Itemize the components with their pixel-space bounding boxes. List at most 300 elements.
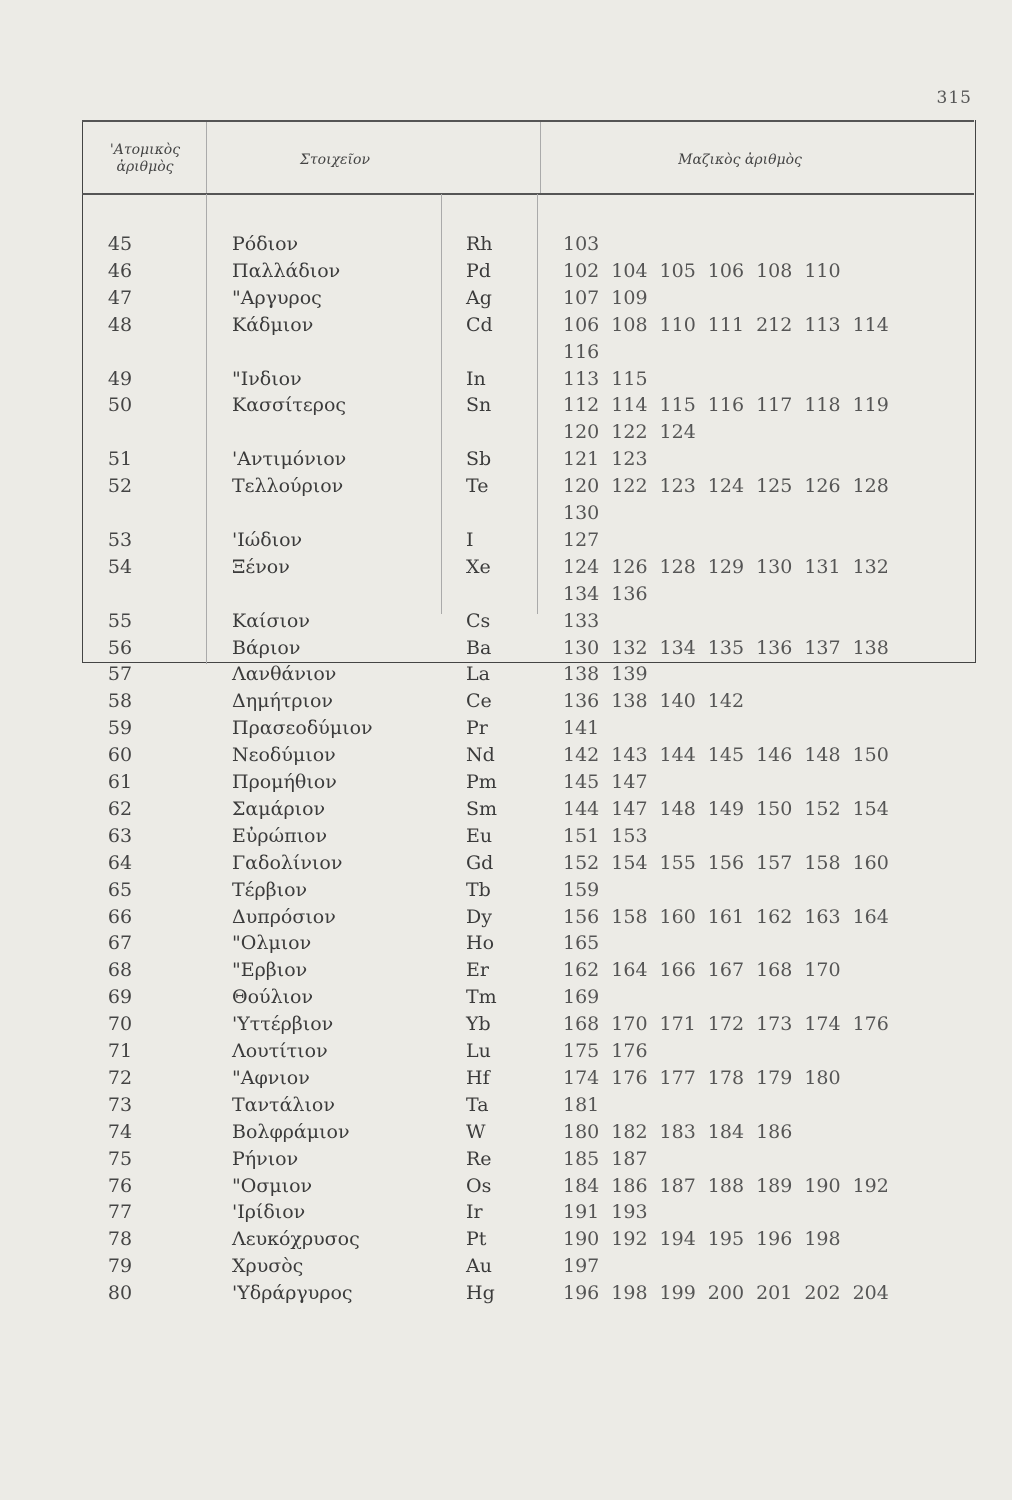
mass-number: 102: [563, 259, 600, 282]
mass-number: 106: [707, 259, 745, 282]
element-symbol: Er: [466, 959, 489, 982]
page-number: 315: [936, 88, 972, 108]
element-name: Ρήνιον: [232, 1147, 299, 1170]
mass-number: 115: [659, 394, 696, 417]
mass-number: 167: [707, 959, 745, 982]
atomic-number: 70: [107, 1013, 133, 1036]
mass-number: 103: [563, 233, 600, 255]
element-name: 'Ιώδιον: [232, 528, 303, 551]
element-name: Βολφράμιον: [232, 1120, 350, 1143]
atomic-number: 72: [107, 1066, 133, 1089]
mass-numbers: [563, 1011, 901, 1037]
mass-number: 166: [659, 959, 696, 982]
element-name: "Αργυρος: [232, 286, 322, 309]
element-name: Ξένον: [232, 555, 290, 578]
mass-number: 130: [563, 636, 600, 659]
atomic-number: 67: [107, 932, 133, 955]
mass-number: 152: [804, 797, 841, 820]
element-name: Νεοδύμιον: [232, 744, 336, 767]
mass-number: 110: [659, 313, 696, 336]
element-name: "Ινδιον: [232, 367, 302, 390]
mass-number: 199: [659, 1282, 696, 1305]
mass-numbers: [563, 1226, 853, 1252]
mass-number: 193: [611, 1201, 648, 1224]
mass-number: 152: [563, 851, 600, 874]
column-divider-3: [537, 194, 538, 614]
element-symbol: Nd: [466, 744, 495, 767]
mass-number: 196: [756, 1228, 793, 1251]
mass-number: 131: [804, 555, 841, 578]
mass-number: 188: [707, 1174, 745, 1197]
mass-number: 116: [563, 340, 600, 363]
header-bottom-rule: [82, 193, 974, 195]
atomic-number: 53: [107, 528, 133, 551]
mass-number: 144: [659, 744, 696, 767]
atomic-number: 50: [107, 394, 133, 417]
mass-number: 113: [563, 367, 600, 390]
element-name: Πρασεοδύμιον: [232, 717, 373, 740]
mass-numbers: [563, 339, 611, 365]
mass-numbers: [563, 1119, 804, 1145]
mass-numbers: [563, 877, 611, 903]
mass-numbers: [563, 446, 660, 472]
atomic-number: 77: [107, 1201, 133, 1224]
atomic-number: 55: [107, 609, 133, 632]
mass-numbers: [563, 1065, 853, 1091]
element-symbol: Ta: [466, 1093, 489, 1116]
header-atomic-number: 'Ατομικὸς ἀριθμὸς: [109, 142, 181, 175]
mass-numbers: [563, 1092, 611, 1118]
element-symbol: Sm: [466, 797, 498, 820]
element-symbol: I: [466, 528, 474, 551]
element-name: Δημήτριον: [232, 690, 333, 713]
atomic-number: 45: [107, 233, 133, 255]
mass-numbers: [563, 930, 611, 956]
atomic-number: 69: [107, 986, 133, 1009]
mass-number: 126: [611, 555, 648, 578]
mass-number: 170: [611, 1013, 648, 1036]
column-divider-2: [441, 194, 442, 614]
mass-number: 153: [611, 824, 648, 847]
element-name: 'Ιρίδιον: [232, 1201, 306, 1224]
mass-number: 176: [611, 1040, 648, 1062]
mass-number: 148: [659, 797, 696, 820]
mass-number: 156: [563, 905, 600, 928]
mass-number: 145: [563, 771, 600, 793]
mass-number: 187: [611, 1147, 648, 1170]
element-symbol: Te: [466, 475, 489, 498]
element-name: Λευκόχρυσος: [232, 1228, 360, 1251]
mass-number: 173: [756, 1013, 793, 1036]
mass-numbers: [563, 258, 853, 284]
mass-number: 150: [756, 797, 793, 820]
mass-number: 122: [611, 475, 648, 498]
mass-number: 189: [756, 1174, 793, 1197]
mass-number: 144: [563, 797, 600, 820]
mass-number: 137: [804, 636, 841, 659]
element-name: Καίσιον: [232, 609, 310, 632]
mass-number: 114: [852, 313, 889, 336]
mass-number: 174: [804, 1013, 841, 1036]
mass-numbers: [563, 1173, 901, 1199]
mass-number: 108: [756, 259, 793, 282]
mass-number: 136: [756, 636, 793, 659]
mass-numbers: [563, 769, 660, 795]
mass-number: 190: [563, 1228, 600, 1251]
mass-numbers: [563, 527, 611, 553]
mass-number: 136: [611, 582, 648, 605]
atomic-number: 71: [107, 1040, 133, 1062]
mass-number: 139: [611, 663, 648, 686]
atomic-number: 57: [107, 663, 133, 686]
element-symbol: Hf: [466, 1066, 490, 1089]
mass-numbers: [563, 554, 901, 580]
mass-number: 124: [563, 555, 600, 578]
mass-number: 147: [611, 771, 648, 793]
mass-number: 163: [804, 905, 841, 928]
element-symbol: Eu: [466, 824, 493, 847]
mass-number: 134: [563, 582, 600, 605]
mass-number: 128: [659, 555, 696, 578]
mass-number: 116: [707, 394, 745, 417]
mass-number: 122: [611, 421, 648, 444]
mass-number: 132: [852, 555, 889, 578]
mass-number: 130: [563, 502, 600, 524]
element-name: 'Υδράργυρος: [232, 1282, 353, 1305]
atomic-number: 68: [107, 959, 133, 982]
element-symbol: Sb: [466, 448, 492, 471]
mass-numbers: [563, 366, 660, 392]
mass-number: 158: [804, 851, 841, 874]
atomic-number: 79: [107, 1255, 133, 1278]
mass-number: 123: [611, 448, 648, 471]
atomic-number: 46: [107, 259, 133, 282]
atomic-number: 80: [107, 1282, 133, 1305]
element-name: "Ολμιον: [232, 932, 312, 955]
mass-number: 104: [611, 259, 648, 282]
mass-numbers: [563, 957, 853, 983]
mass-number: 172: [707, 1013, 745, 1036]
mass-numbers: [563, 419, 708, 445]
element-symbol: Ho: [466, 932, 495, 955]
mass-number: 200: [707, 1282, 745, 1305]
mass-number: 183: [659, 1120, 696, 1143]
element-name: Γαδολίνιον: [232, 851, 343, 874]
element-symbol: Rh: [466, 233, 493, 255]
mass-number: 142: [707, 690, 745, 713]
mass-numbers: [563, 1280, 901, 1306]
element-symbol: Au: [466, 1255, 492, 1278]
atomic-number: 64: [107, 851, 133, 874]
mass-number: 212: [756, 313, 793, 336]
element-symbol: La: [466, 663, 490, 686]
element-symbol: Hg: [466, 1282, 495, 1305]
element-symbol: Yb: [466, 1013, 491, 1036]
element-symbol: Pr: [466, 717, 488, 740]
atomic-number: 63: [107, 824, 133, 847]
mass-number: 156: [707, 851, 745, 874]
mass-number: 165: [563, 932, 600, 955]
element-name: Λουτίτιον: [232, 1040, 328, 1062]
mass-numbers: [563, 392, 901, 418]
atomic-number: 61: [107, 771, 133, 793]
mass-number: 150: [852, 744, 889, 767]
mass-number: 160: [852, 851, 889, 874]
mass-number: 169: [563, 986, 600, 1009]
mass-number: 136: [563, 690, 600, 713]
mass-number: 195: [707, 1228, 745, 1251]
element-name: Τελλούριον: [232, 475, 344, 498]
mass-number: 115: [611, 367, 648, 390]
mass-number: 124: [707, 475, 745, 498]
element-name: Ρόδιον: [232, 233, 299, 255]
element-name: 'Υττέρβιον: [232, 1013, 334, 1036]
mass-numbers: [563, 473, 901, 499]
mass-number: 138: [563, 663, 600, 686]
element-symbol: Pm: [466, 771, 497, 793]
element-symbol: Ba: [466, 636, 492, 659]
mass-number: 138: [611, 690, 648, 713]
mass-number: 186: [756, 1120, 793, 1143]
mass-number: 192: [611, 1228, 648, 1251]
mass-number: 159: [563, 878, 600, 901]
atomic-number: 75: [107, 1147, 133, 1170]
mass-number: 142: [563, 744, 600, 767]
mass-number: 149: [707, 797, 745, 820]
mass-numbers: [563, 688, 756, 714]
atomic-number: 65: [107, 878, 133, 901]
mass-number: 143: [611, 744, 648, 767]
mass-number: 140: [659, 690, 696, 713]
mass-numbers: [563, 850, 901, 876]
mass-number: 191: [563, 1201, 600, 1224]
element-symbol: Gd: [466, 851, 494, 874]
mass-number: 141: [563, 717, 600, 740]
element-symbol: Pt: [466, 1228, 487, 1251]
mass-numbers: [563, 1199, 660, 1225]
mass-numbers: [563, 285, 660, 311]
element-symbol: In: [466, 367, 486, 390]
mass-number: 198: [804, 1228, 841, 1251]
mass-number: 125: [756, 475, 793, 498]
element-name: Κασσίτερος: [232, 394, 347, 417]
element-name: Χρυσὸς: [232, 1255, 304, 1278]
mass-number: 185: [563, 1147, 600, 1170]
mass-number: 148: [804, 744, 841, 767]
mass-number: 155: [659, 851, 696, 874]
mass-number: 154: [852, 797, 889, 820]
mass-number: 168: [563, 1013, 600, 1036]
mass-number: 105: [659, 259, 696, 282]
mass-number: 190: [804, 1174, 841, 1197]
mass-numbers: [563, 796, 901, 822]
mass-number: 108: [611, 313, 648, 336]
element-name: Παλλάδιον: [232, 259, 341, 282]
mass-number: 107: [563, 286, 600, 309]
mass-numbers: [563, 231, 611, 257]
atomic-number: 58: [107, 690, 133, 713]
mass-number: 182: [611, 1120, 648, 1143]
element-name: Δυπρόσιον: [232, 905, 336, 928]
mass-number: 158: [611, 905, 648, 928]
mass-number: 202: [804, 1282, 841, 1305]
mass-number: 184: [707, 1120, 745, 1143]
atomic-number: 78: [107, 1228, 133, 1251]
element-symbol: Sn: [466, 394, 492, 417]
mass-number: 145: [707, 744, 745, 767]
mass-number: 106: [563, 313, 600, 336]
element-symbol: Pd: [466, 259, 491, 282]
mass-number: 164: [611, 959, 648, 982]
element-symbol: Dy: [466, 905, 492, 928]
mass-number: 164: [852, 905, 889, 928]
mass-number: 129: [707, 555, 745, 578]
mass-number: 146: [756, 744, 793, 767]
element-name: Ταντάλιον: [232, 1093, 335, 1116]
mass-number: 180: [563, 1120, 600, 1143]
mass-number: 147: [611, 797, 648, 820]
mass-number: 128: [852, 475, 889, 498]
element-name: Σαμάριον: [232, 797, 326, 820]
column-divider-1: [206, 194, 207, 664]
mass-numbers: [563, 715, 611, 741]
mass-numbers: [563, 1038, 660, 1064]
mass-number: 198: [611, 1282, 648, 1305]
header-divider-2: [540, 122, 541, 193]
header-top-rule: [82, 120, 974, 122]
header-divider-1: [206, 122, 207, 193]
mass-number: 134: [659, 636, 696, 659]
mass-number: 176: [611, 1066, 648, 1089]
element-symbol: Cs: [466, 609, 491, 632]
mass-number: 174: [563, 1066, 600, 1089]
atomic-number: 76: [107, 1174, 133, 1197]
mass-numbers: [563, 500, 611, 526]
mass-number: 175: [563, 1040, 600, 1062]
mass-number: 184: [563, 1174, 600, 1197]
mass-number: 109: [611, 286, 648, 309]
mass-number: 123: [659, 475, 696, 498]
mass-numbers: [563, 984, 611, 1010]
element-name: "Αφνιον: [232, 1066, 310, 1089]
element-symbol: Re: [466, 1147, 492, 1170]
mass-number: 192: [852, 1174, 889, 1197]
mass-number: 171: [659, 1013, 696, 1036]
element-name: Προμήθιον: [232, 771, 337, 793]
mass-number: 201: [756, 1282, 793, 1305]
mass-number: 132: [611, 636, 648, 659]
mass-number: 197: [563, 1255, 600, 1278]
mass-number: 124: [659, 421, 696, 444]
element-symbol: Lu: [466, 1040, 491, 1062]
mass-number: 181: [563, 1093, 600, 1116]
element-name: 'Αντιμόνιον: [232, 448, 347, 471]
mass-numbers: [563, 581, 660, 607]
mass-number: 118: [804, 394, 841, 417]
mass-numbers: [563, 1253, 611, 1279]
mass-numbers: [563, 742, 901, 768]
mass-number: 133: [563, 609, 600, 632]
mass-number: 178: [707, 1066, 745, 1089]
mass-number: 196: [563, 1282, 600, 1305]
element-name: Κάδμιον: [232, 313, 314, 336]
atomic-number: 49: [107, 367, 133, 390]
mass-number: 119: [852, 394, 889, 417]
mass-number: 157: [756, 851, 793, 874]
mass-number: 180: [804, 1066, 841, 1089]
atomic-number: 52: [107, 475, 133, 498]
mass-number: 187: [659, 1174, 696, 1197]
atomic-number: 47: [107, 286, 133, 309]
mass-number: 130: [756, 555, 793, 578]
mass-number: 120: [563, 421, 600, 444]
mass-number: 114: [611, 394, 648, 417]
atomic-number: 54: [107, 555, 133, 578]
element-symbol: Cd: [466, 313, 493, 336]
element-name: Τέρβιον: [232, 878, 308, 901]
mass-number: 117: [756, 394, 793, 417]
header-mass-number: Μαζικὸς ἀριθμὸς: [678, 152, 802, 168]
mass-number: 170: [804, 959, 841, 982]
element-name: Λανθάνιον: [232, 663, 337, 686]
mass-number: 162: [563, 959, 600, 982]
mass-number: 168: [756, 959, 793, 982]
mass-number: 121: [563, 448, 600, 471]
mass-number: 113: [804, 313, 841, 336]
mass-number: 177: [659, 1066, 696, 1089]
element-name: "Οσμιον: [232, 1174, 313, 1197]
element-symbol: Ce: [466, 690, 492, 713]
mass-numbers: [563, 1146, 660, 1172]
element-name: Εὐρώπιον: [232, 824, 328, 847]
element-symbol: W: [466, 1120, 486, 1143]
mass-number: 161: [707, 905, 745, 928]
element-name: "Ερβιον: [232, 959, 308, 982]
atomic-number: 48: [107, 313, 133, 336]
atomic-number: 73: [107, 1093, 133, 1116]
mass-number: 204: [852, 1282, 889, 1305]
element-name: Βάριον: [232, 636, 301, 659]
mass-number: 127: [563, 528, 600, 551]
atomic-number: 56: [107, 636, 133, 659]
mass-number: 126: [804, 475, 841, 498]
element-symbol: Os: [466, 1174, 492, 1197]
atomic-number: 74: [107, 1120, 133, 1143]
element-symbol: Ag: [466, 286, 492, 309]
atomic-number: 60: [107, 744, 133, 767]
mass-numbers: [563, 635, 901, 661]
mass-numbers: [563, 661, 660, 687]
element-symbol: Tb: [466, 878, 491, 901]
mass-number: 186: [611, 1174, 648, 1197]
mass-number: 112: [563, 394, 600, 417]
mass-numbers: [563, 312, 901, 338]
atomic-number: 62: [107, 797, 133, 820]
element-symbol: Xe: [466, 555, 491, 578]
mass-number: 160: [659, 905, 696, 928]
mass-number: 154: [611, 851, 648, 874]
mass-number: 110: [804, 259, 841, 282]
element-symbol: Tm: [466, 986, 497, 1009]
mass-number: 162: [756, 905, 793, 928]
mass-numbers: [563, 608, 611, 634]
mass-number: 194: [659, 1228, 696, 1251]
mass-number: 135: [707, 636, 745, 659]
atomic-number: 66: [107, 905, 133, 928]
mass-number: 176: [852, 1013, 889, 1036]
element-symbol: Ir: [466, 1201, 483, 1224]
mass-numbers: [563, 823, 660, 849]
